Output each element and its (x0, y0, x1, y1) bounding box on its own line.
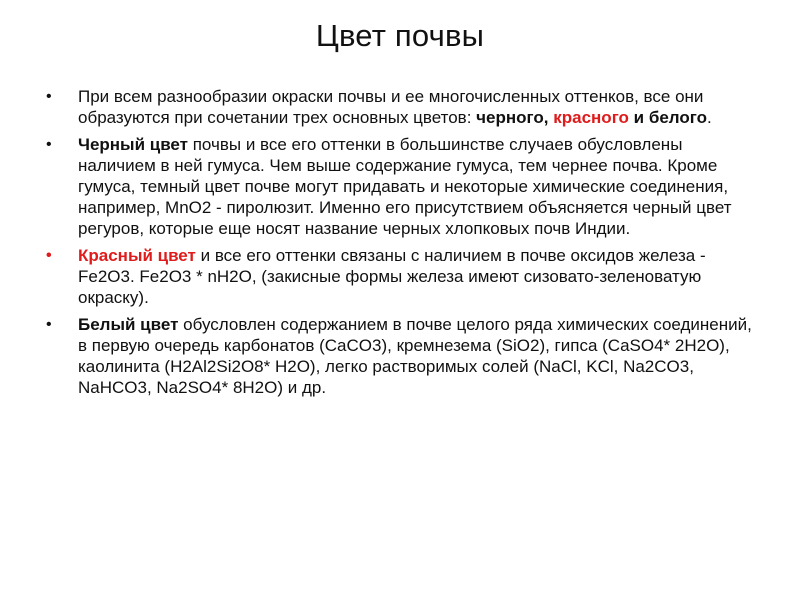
slide-title: Цвет почвы (315, 18, 485, 53)
black-heading: Черный цвет (78, 135, 188, 154)
bullet-list (46, 86, 756, 404)
intro-text: При всем разнообразии окраски почвы и ее многочисленных оттенков, все они образуются при сочетании трех основных цветов: (78, 87, 704, 127)
bullet-dot-icon: • (46, 88, 52, 105)
bullet-dot-icon: • (46, 136, 52, 153)
bullet-red (46, 245, 756, 308)
intro-red: красного (553, 108, 629, 127)
white-text: обусловлен содержанием в почве целого ряда химических соединений, в первую очередь карбонатов (CaCO3), кремнезема (SiO2), гипса (CaSO4* 2H2O), каолинита (H2Al2Si2O8* H2O), легко растворимых солей (NaCl, KCl, Na2CO3, NaHCO3, Na2SO4* 8H2O) и др. (78, 315, 752, 397)
red-heading: Красный цвет (78, 246, 196, 265)
bullet-white (46, 314, 756, 398)
white-heading: Белый цвет (78, 315, 179, 334)
intro-end: . (707, 108, 712, 127)
black-text: почвы и все его оттенки в большинстве случаев обусловлены наличием в ней гумуса. Чем выше содержание гумуса, тем чернее почва. Кроме гумуса, темный цвет почве могут придавать и некоторые химические соединения, например, MnO2 - пиролюзит. Именно его присутствием объясняется черный цвет регуров, которые еще носят название черных хлопковых почв Индии. (78, 135, 732, 238)
bullet-dot-icon: • (46, 247, 52, 264)
bullet-dot-icon: • (46, 316, 52, 333)
intro-black: черного, (476, 108, 549, 127)
intro-white: и белого (633, 108, 708, 127)
bullet-black (46, 134, 756, 239)
red-text: и все его оттенки связаны с наличием в почве оксидов железа - Fe2O3. Fe2O3 * nH2O, (закисные формы железа имеют сизовато-зеленоватую окраску). (78, 246, 706, 307)
bullet-intro (46, 86, 756, 128)
